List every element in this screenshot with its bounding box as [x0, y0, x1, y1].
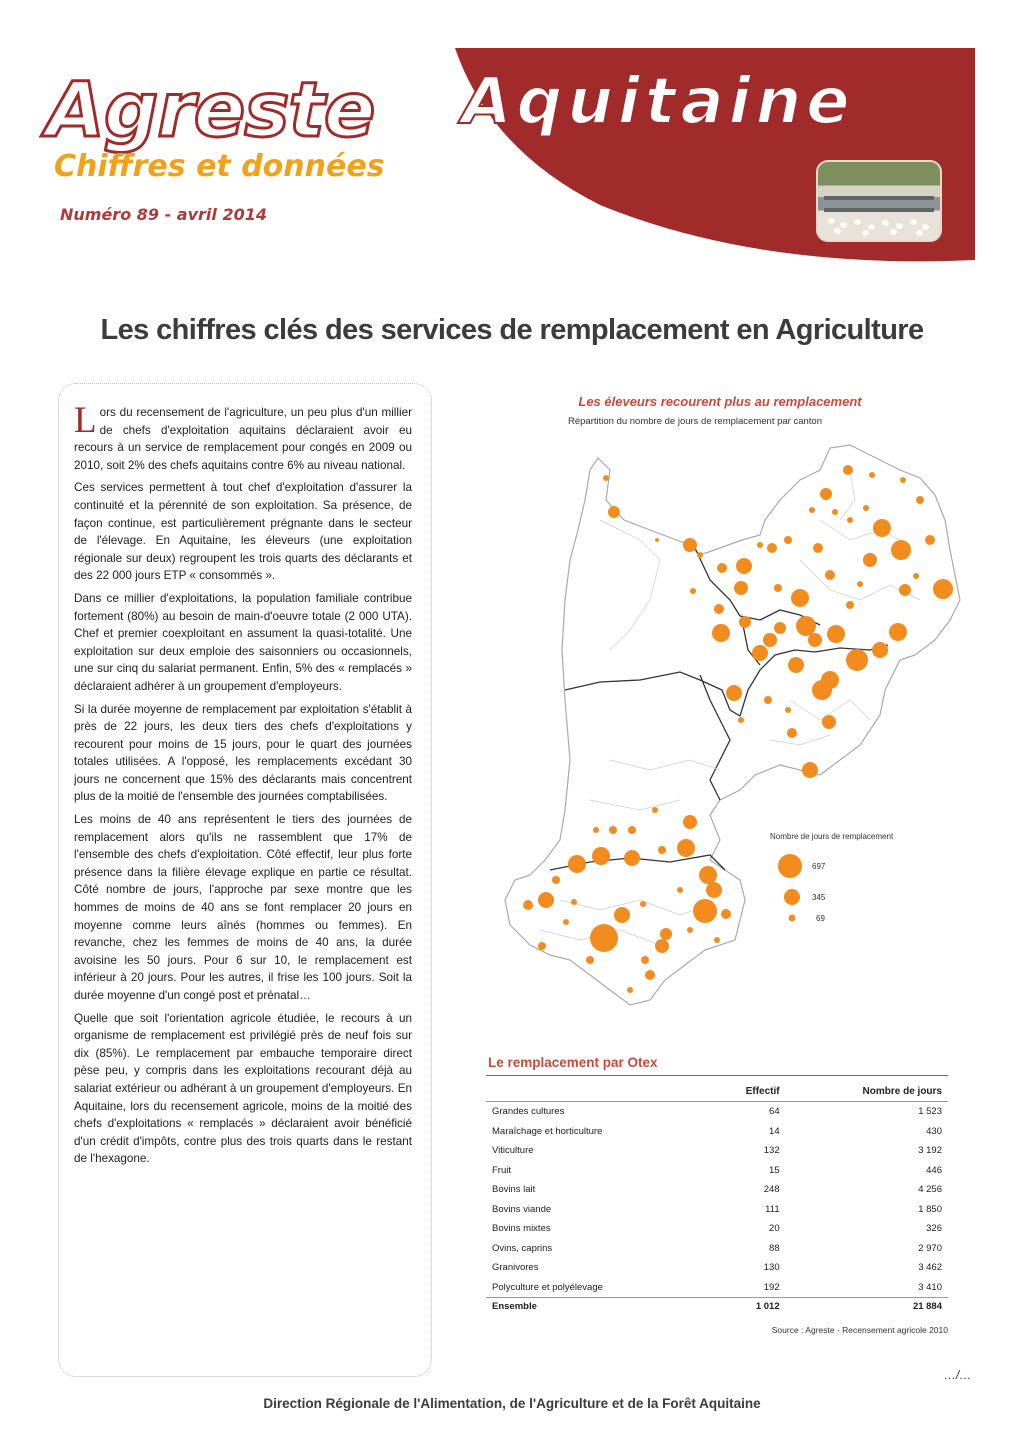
- legend-bubble-large: [778, 854, 802, 878]
- canton-bubble: [809, 507, 815, 513]
- paragraph-2: Ces services permettent à tout chef d'exploitation d'assurer la continuité et la pérennité de son exploitation. Sa présence, de façon continue, est particulièrement prégnante dans le secteur de l'élevage. En Aquitaine, les éleveurs (une exploitation régionale sur deux) regroupent les trois quarts des déclarants et des 22 000 jours ETP « consommés ».: [74, 481, 412, 583]
- table-row: [486, 1200, 948, 1220]
- legend-value-large: 697: [812, 862, 826, 871]
- aquitaine-map: [460, 440, 980, 1020]
- table-source: Source : Agreste - Recensement agricole 2010: [771, 1325, 948, 1335]
- canton-bubble: [641, 956, 649, 964]
- total-label: Ensemble: [486, 1298, 704, 1316]
- canton-bubble: [683, 815, 697, 829]
- canton-bubble: [757, 542, 763, 548]
- region-outline: [505, 445, 960, 1005]
- canton-bubble: [677, 839, 695, 857]
- row-label: Ovins, caprins: [492, 1242, 553, 1254]
- canton-bubble: [608, 506, 620, 518]
- paragraph-5: Les moins de 40 ans représentent le tiers des journées de remplacement alors qu'ils ne rassemblent que 17% de l'ensemble des chefs d'exploitation. Côté effectif, leur plus forte présence dans la filière élevage explique en partie ce résultat. Côté nombre de jours, l'approche par sexe montre que les hommes de moins de 40 ans se font remplacer 20 jours en moyenne comme leurs aînés (hommes ou femmes). En revanche, chez les femmes de moins de 40 ans, la durée avoisine les 50 jours. Pour 6 sur 10, le remplacement est inférieur à 20 jours. Pour les autres, il frise les 100 jours. Soit la durée moyenne d'un congé post et prénatal…: [74, 813, 412, 1002]
- canton-bubble: [889, 623, 907, 641]
- canton-bubble: [677, 887, 683, 893]
- canton-bubble: [822, 715, 836, 729]
- canton-bubble: [645, 970, 655, 980]
- table-row: [486, 1219, 948, 1239]
- row-label: Viticulture: [492, 1145, 534, 1157]
- canton-bubble: [899, 584, 911, 596]
- paragraph-6: Quelle que soit l'orientation agricole étudiée, le recours à un organisme de remplacement est privilégié près de neuf fois sur dix (85%). Le remplacement par embauche temporaire direct pèse peu, y compris dans les exploitations recourant déjà au salariat extérieur ou adhérant à un groupement d'employeurs. En Aquitaine, lors du recensement agricole, moins de la moitié des chefs d'exploitations « remplacés » déclaraient avoir bénéficié d'un crédit d'impôts, contre plus des trois quarts dans le restant de l'hexagone.: [74, 1011, 412, 1166]
- row-jours: 446: [926, 1164, 942, 1176]
- canton-bubble: [726, 685, 742, 701]
- canton-bubble: [571, 899, 577, 905]
- paragraph-4: Si la durée moyenne de remplacement par exploitation s'établit à près de 22 jours, les deux tiers des chefs d'exploitations y recourent pour moins de 15 jours, pour le quart des journées totales utilisées. A l'opposé, les remplacements excédant 30 jours ne concernent que 15% des déclarants mais concentrent plus de la moitié de l'ensemble des journées comptabilisées.: [74, 702, 412, 804]
- canton-bubble: [847, 517, 853, 523]
- total-jours: 21 884: [786, 1298, 948, 1316]
- canton-bubble: [712, 624, 730, 642]
- issue-number: Numéro 89 - avril 2014: [60, 205, 267, 224]
- drop-cap: L: [74, 400, 97, 441]
- row-label: Granivores: [492, 1262, 539, 1274]
- canton-bubble: [872, 642, 888, 658]
- row-jours: 1 850: [918, 1203, 942, 1215]
- canton-bubble: [738, 717, 744, 723]
- row-jours: 3 462: [918, 1262, 942, 1274]
- canton-bubble: [802, 762, 818, 778]
- row-effectif: 111: [765, 1203, 780, 1215]
- row-jours: 3 192: [918, 1145, 942, 1157]
- canton-bubble: [593, 827, 599, 833]
- table-title-rule: [486, 1075, 948, 1076]
- row-label: Grandes cultures: [492, 1106, 565, 1118]
- canton-bubble: [628, 826, 636, 834]
- table-total-row: [486, 1298, 948, 1316]
- row-effectif: 15: [769, 1164, 780, 1176]
- canton-bubble: [916, 496, 924, 504]
- canton-bubble: [706, 882, 722, 898]
- canton-bubble: [655, 939, 669, 953]
- canton-bubble: [933, 579, 953, 599]
- canton-bubble: [812, 680, 832, 700]
- header-photo: [816, 160, 942, 242]
- canton-bubble: [640, 901, 646, 907]
- canton-bubble: [586, 956, 594, 964]
- canton-bubble: [739, 616, 751, 628]
- row-label: Bovins lait: [492, 1184, 536, 1196]
- canton-bubble: [843, 465, 853, 475]
- canton-bubble: [538, 892, 554, 908]
- continuation-mark: …/…: [944, 1368, 972, 1382]
- legend-value-small: 69: [816, 914, 825, 923]
- canton-bubble: [873, 519, 891, 537]
- row-jours: 2 970: [918, 1242, 942, 1254]
- otex-table: [486, 1082, 948, 1315]
- header-otex: [486, 1082, 704, 1102]
- publication-subtitle: Chiffres et données: [54, 149, 385, 184]
- table-row: [486, 1102, 948, 1122]
- canton-bubble: [925, 535, 935, 545]
- canton-bubble: [568, 855, 586, 873]
- canton-bubble: [590, 924, 618, 952]
- row-jours: 326: [926, 1223, 942, 1235]
- canton-bubble: [791, 589, 809, 607]
- header-jours: Nombre de jours: [786, 1082, 948, 1102]
- canton-bubble: [603, 475, 609, 481]
- canton-bubble: [690, 588, 696, 594]
- canton-bubble: [627, 987, 633, 993]
- canton-bubble: [827, 625, 845, 643]
- canton-bubble: [687, 927, 693, 933]
- canton-bubble: [820, 488, 832, 500]
- total-effectif: 1 012: [704, 1298, 785, 1316]
- row-effectif: 64: [769, 1106, 780, 1118]
- table-row: [486, 1161, 948, 1181]
- canton-bubble: [523, 900, 533, 910]
- canton-bubble: [900, 477, 906, 483]
- map-subtitle: Répartition du nombre de jours de remplacement par canton: [567, 416, 822, 427]
- row-effectif: 20: [769, 1223, 780, 1235]
- canton-bubble: [846, 649, 868, 671]
- table-row: [486, 1141, 948, 1161]
- canton-bubble: [788, 657, 804, 673]
- row-label: Fruit: [492, 1164, 511, 1176]
- canton-bubble: [660, 928, 672, 940]
- canton-bubble: [764, 696, 772, 704]
- canton-bubble: [796, 616, 816, 636]
- table-row: [486, 1122, 948, 1142]
- row-effectif: 132: [763, 1145, 780, 1157]
- canton-bubble: [832, 509, 838, 515]
- footer-organisation: Direction Régionale de l'Alimentation, de l'Agriculture et de la Forêt Aquitaine: [263, 1396, 761, 1411]
- canton-bubble: [552, 876, 560, 884]
- paragraph-1: Lors du recensement de l'agriculture, un peu plus d'un millier de chefs d'exploitation aquitains déclaraient avoir eu recours à un service de remplacement pour congés en 2009 ou 2010, soit 2% des chefs aquitains contre 6% au niveau national.: [74, 400, 412, 472]
- row-jours: 430: [926, 1125, 942, 1137]
- canton-bubble: [614, 907, 630, 923]
- row-effectif: 248: [763, 1184, 780, 1196]
- map-title: Les éleveurs recourent plus au remplacement: [578, 394, 862, 409]
- canton-bubble: [736, 558, 752, 574]
- row-label: Maraîchage et horticulture: [492, 1125, 603, 1137]
- canton-bubble: [697, 552, 703, 558]
- canton-bubble: [624, 850, 640, 866]
- canton-bubble: [846, 601, 854, 609]
- table-row: [486, 1180, 948, 1200]
- canton-bubble: [693, 899, 717, 923]
- row-effectif: 192: [763, 1281, 780, 1293]
- canton-bubble: [763, 633, 777, 647]
- table-title: Le remplacement par Otex: [488, 1055, 658, 1070]
- canton-bubble: [658, 846, 666, 854]
- logo-region: Aquitaine: [462, 65, 855, 139]
- canton-bubble: [592, 847, 610, 865]
- canton-bubble: [863, 505, 869, 511]
- canton-bubble: [609, 826, 617, 834]
- canton-bubble: [734, 581, 748, 595]
- row-jours: 1 523: [918, 1106, 942, 1118]
- canton-bubble: [869, 472, 875, 478]
- row-label: Polyculture et polyélevage: [492, 1281, 603, 1293]
- canton-bubble: [714, 604, 724, 614]
- canton-bubble: [752, 645, 768, 661]
- row-jours: 3 410: [918, 1281, 942, 1293]
- canton-bubble: [825, 570, 835, 580]
- canton-bubble: [787, 728, 797, 738]
- canton-bubble: [652, 807, 658, 813]
- legend-title: Nombre de jours de remplacement: [770, 832, 894, 841]
- row-effectif: 130: [763, 1262, 780, 1274]
- logo-agreste: Agreste: [46, 65, 375, 154]
- canton-bubble: [785, 707, 791, 713]
- legend-bubble-small: [789, 915, 796, 922]
- canton-bubble: [813, 543, 823, 553]
- canton-bubble: [784, 536, 792, 544]
- row-label: Bovins viande: [492, 1203, 552, 1215]
- table-header-row: [486, 1082, 948, 1102]
- canton-bubble: [721, 909, 731, 919]
- row-effectif: 88: [769, 1242, 780, 1254]
- canton-bubble: [655, 538, 659, 542]
- row-label: Bovins mixtes: [492, 1223, 551, 1235]
- table-row: [486, 1258, 948, 1278]
- table-row: [486, 1239, 948, 1259]
- article-body: [74, 400, 412, 1173]
- page-title: Les chiffres clés des services de remplacement en Agriculture: [100, 314, 924, 346]
- canton-bubble: [538, 942, 546, 950]
- canton-bubble: [767, 543, 777, 553]
- canton-bubble: [717, 563, 727, 573]
- canton-bubble: [863, 553, 877, 567]
- paragraph-3: Dans ce millier d'exploitations, la population familiale contribue fortement (80%) au besoin de main-d'oeuvre totale (2 000 UTA). Chef et premier coexploitant en assument la quasi-totalité. Une exploitation sur deux emploie des saisonniers ou occasionnels, une sur cinq du salariat permanent. Enfin, 5% des « remplacés » déclaraient adhérer à un groupement d'employeurs.: [74, 591, 412, 693]
- row-jours: 4 256: [918, 1184, 942, 1196]
- canton-bubble: [683, 538, 697, 552]
- canton-bubble: [714, 937, 720, 943]
- canton-bubble: [563, 919, 569, 925]
- legend-value-medium: 345: [812, 893, 826, 902]
- canton-bubble: [891, 540, 911, 560]
- canton-bubble: [774, 622, 786, 634]
- map-legend: [778, 854, 802, 922]
- header-effectif: Effectif: [704, 1082, 785, 1102]
- canton-bubble: [857, 581, 863, 587]
- canton-bubble: [808, 633, 822, 647]
- canton-bubble: [913, 573, 919, 579]
- table-row: [486, 1278, 948, 1298]
- row-effectif: 14: [769, 1125, 780, 1137]
- legend-bubble-medium: [784, 889, 800, 905]
- canton-bubble: [699, 866, 717, 884]
- canton-bubble: [774, 584, 782, 592]
